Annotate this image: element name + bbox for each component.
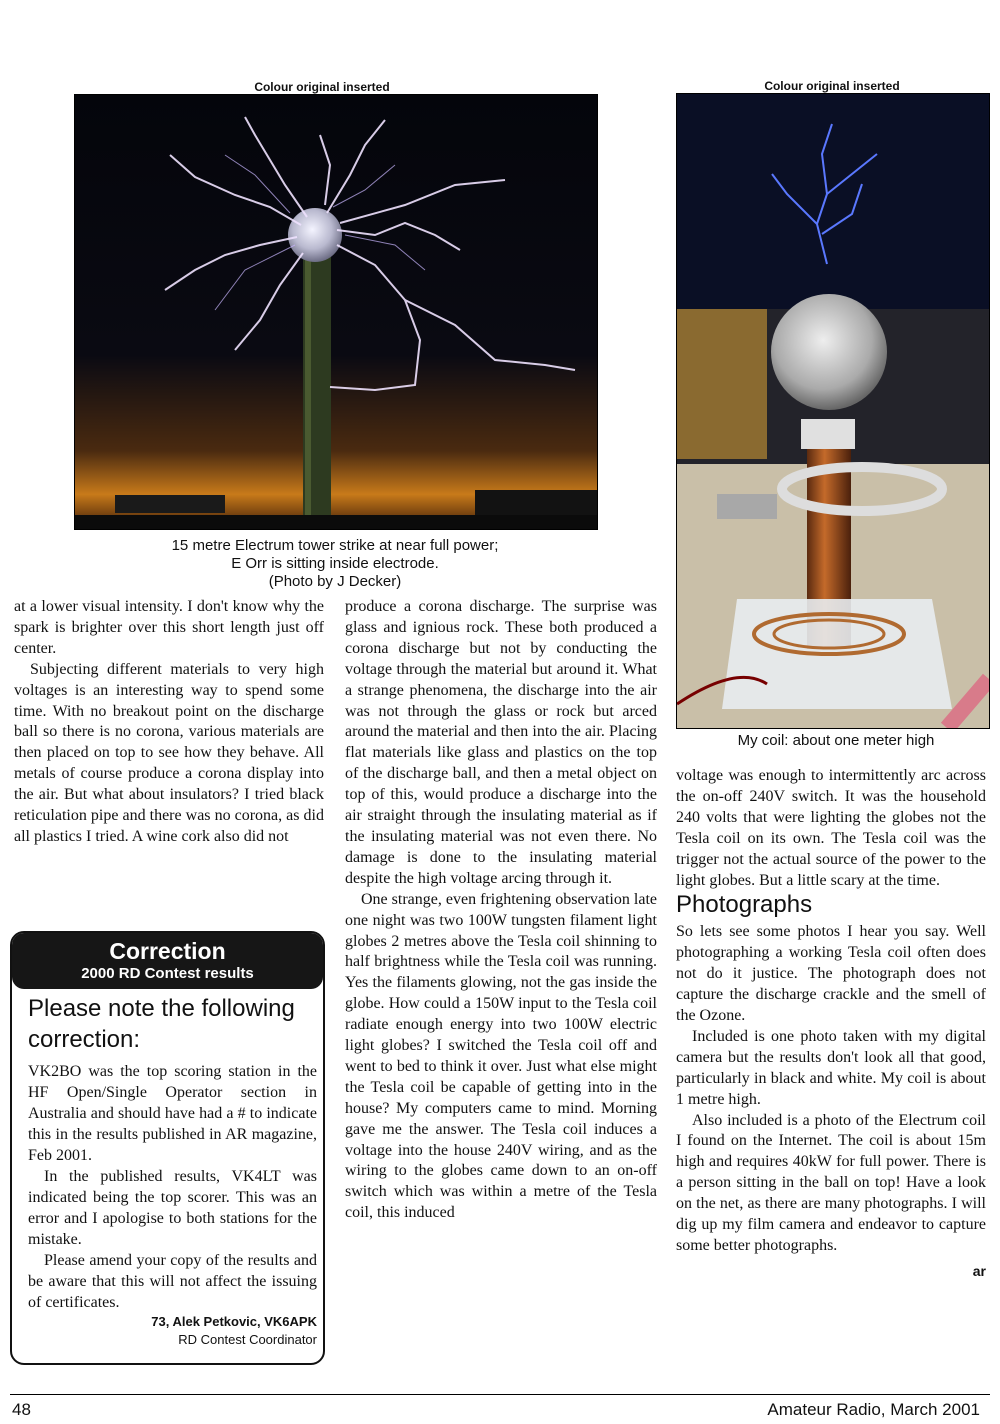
- correction-subtitle: 2000 RD Contest results: [81, 965, 254, 982]
- publication-line: Amateur Radio, March 2001: [767, 1400, 980, 1419]
- page-number: 48: [12, 1400, 31, 1419]
- caption-line-1: 15 metre Electrum tower strike at near full power;: [171, 537, 499, 554]
- insert-note-right: Colour original inserted: [764, 79, 900, 93]
- end-of-article-mark: ar: [972, 1262, 986, 1279]
- footer-rule: [10, 1394, 990, 1395]
- column-3-lower: [676, 922, 986, 1257]
- column-2-paragraph-2: One strange, even frightening observation late one night was two 100W tungsten filament light globes 2 metres above the Tesla coil shinning to half brightness while the Tesla coil was running. Yes the filaments glowing, not the gas inside the globe. How could a 150W input to the Tesla coil radiate enough energy into two 100W electric light globes? I switched the Tesla coil off and went to bed to think it over. Just what else might the Tesla coil be capable of getting into in the house? My computers came to mind. Morning gave me the answer. The Tesla coil induces a voltage into the house 240V wiring, and as the wiring to the globes came down to an on-off switch which was within a metre of the Tesla coil, this induced: [345, 890, 657, 1222]
- column-3-upper-paragraph-1: voltage was enough to intermittently arc across the on-off 240V switch. It was the household 240 volts that were lighting the globes not the Tesla coil on its own. The Tesla coil was the trigger not the actual source of the power to the light globes. But a little scary at the time.: [676, 767, 986, 889]
- electrum-tower-photo: [74, 94, 598, 530]
- column-3-lower-paragraph-1: So lets see some photos I hear you say. Well photographing a working Tesla coil often does not do it justice. The photograph does not capture the discharge crackle and the smell of the Ozone.: [676, 923, 986, 1024]
- my-coil-caption: My coil: about one meter high: [737, 732, 935, 749]
- correction-paragraph-2: In the published results, VK4LT was indicated being the top scorer. This was an error and I apologise to both stations for the mistake.: [28, 1168, 317, 1248]
- correction-box: [10, 931, 325, 1365]
- correction-body: [12, 1061, 323, 1313]
- caption-line-2: E Orr is sitting inside electrode.: [231, 555, 439, 572]
- column-3-upper: [676, 766, 986, 891]
- caption-line-3: (Photo by J Decker): [268, 573, 402, 590]
- column-1-paragraph-2: Subjecting different materials to very high voltages is an interesting way to spend some time. With no breakout point on the discharge ball so there is no corona, various materials are then placed on top to see how they behave. All metals of course produce a corona display into the air. But what about insulators? I tried black reticulation pipe and there was no corona, as did all plastics I tried. A wine cork also did not: [14, 660, 324, 845]
- my-coil-image: [677, 94, 989, 728]
- article-column-3: [676, 766, 986, 1282]
- insert-note-left: Colour original inserted: [254, 80, 390, 94]
- photographs-heading: Photographs: [676, 891, 813, 919]
- article-column-1: [14, 597, 324, 848]
- electrum-photo-caption: [74, 537, 596, 591]
- electrum-tower-image: [75, 95, 597, 529]
- correction-paragraph-3: Please amend your copy of the results and be aware that this will not affect the issuing of certificates.: [28, 1252, 317, 1311]
- correction-lead: Please note the following correction:: [28, 995, 295, 1053]
- my-coil-photo: [676, 93, 990, 729]
- correction-title: Correction: [109, 938, 226, 964]
- correction-paragraph-1: VK2BO was the top scoring station in the HF Open/Single Operator section in Australia and should have had a # to indicate this in the results published in AR magazine, Feb 2001.: [28, 1063, 317, 1164]
- column-2-paragraph-1: produce a corona discharge. The surprise was glass and ignious rock. These both produced a corona discharge but not by conducting the voltage through the material but around it. What a strange phenomena, the discharge into the air was not through the glass or rock but arced around the material and then into the air. Placing flat materials like glass and plastics on the top of the discharge ball, and then a metal object on top of this, would produce a discharge into the air straight through the insulating material as if the insulating material was not even there. No damage is done to the insulating material despite the high voltage arcing through it.: [345, 598, 657, 887]
- correction-box-header: [12, 933, 323, 989]
- correction-signer-role: RD Contest Coordinator: [178, 1332, 317, 1347]
- correction-signature: 73, Alek Petkovic, VK6APK: [151, 1314, 317, 1329]
- column-3-lower-paragraph-3: Also included is a photo of the Electrum coil I found on the Internet. The coil is about 15m high and requires 40kW for full power. There is a person sitting in the ball on top! Have a look on the net, as there are many photographs. I will dig up my film camera and endeavor to capture some better photographs.: [676, 1111, 986, 1254]
- column-3-lower-paragraph-2: Included is one photo taken with my digital camera but the results don't look all that good, particularly in black and white. My coil is about 1 metre high.: [676, 1027, 986, 1108]
- article-column-2: [345, 597, 657, 1224]
- column-1-paragraph-1: at a lower visual intensity. I don't know why the spark is brighter over this short length just off center.: [14, 598, 324, 657]
